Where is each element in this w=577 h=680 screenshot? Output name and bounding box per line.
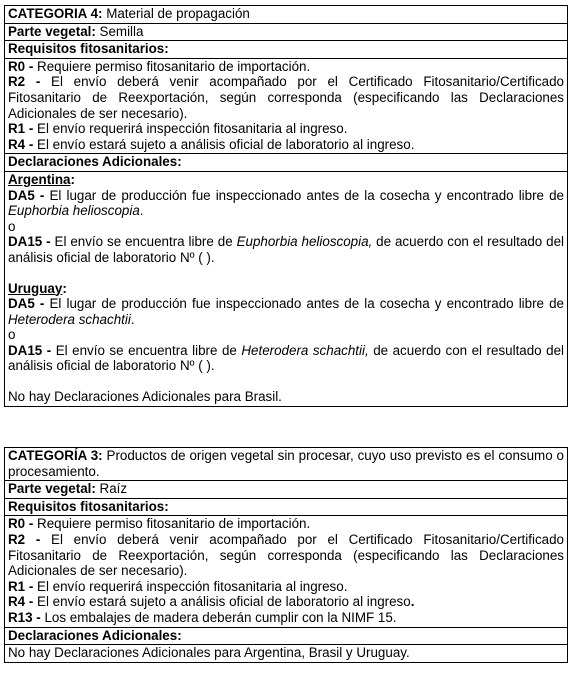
requirement-text: Requiere permiso fitosanitario de importación. <box>33 516 311 532</box>
requirements-row <box>5 58 568 154</box>
category-title-row <box>5 6 568 24</box>
country-argentina: Argentina: <box>8 171 75 187</box>
requirement-text: El envío estará sujeto a análisis oficial de laboratorio al ingreso. <box>33 136 415 152</box>
requirement-r1 <box>8 579 564 595</box>
declaration-da15-argentina: DA15 - El envío se encuentra libre de Euphorbia helioscopia, de acuerdo con el resultado del análisis oficial de laboratorio Nº ( ). <box>8 234 564 265</box>
requirement-code: R4 - <box>8 594 34 610</box>
requirements-header: Requisitos fitosanitarios: <box>8 41 169 57</box>
category-label: CATEGORÍA 3: <box>8 448 103 463</box>
declarations-header: Declaraciones Adicionales: <box>8 154 182 170</box>
plant-part-label: Parte vegetal: <box>8 23 96 39</box>
requirement-text: El envío deberá venir acompañado por el Certificado Fitosanitario/Certificado Fitosanitario de Reexportación, según corresponda (especificando las Declaraciones Adicionales de ser necesario). <box>8 531 564 579</box>
requirement-text: El envío requerirá inspección fitosanitaria al ingreso. <box>33 121 348 137</box>
declarations-header-row <box>5 627 568 645</box>
requirement-code: R0 - <box>8 58 34 74</box>
requirement-code: R1 - <box>8 121 34 137</box>
requirement-text: El envío requerirá inspección fitosanitaria al ingreso. <box>33 578 348 594</box>
requirement-code: R4 - <box>8 136 34 152</box>
declaration-da5-argentina: DA5 - El lugar de producción fue inspeccionado antes de la cosecha y encontrado libre de Euphorbia helioscopia. <box>8 187 565 219</box>
requirements-header-row <box>5 498 568 516</box>
plant-part-row <box>5 23 568 41</box>
or-separator: o <box>8 327 16 343</box>
plant-part-label: Parte vegetal: <box>8 481 96 497</box>
declaration-da5-uruguay: DA5 - El lugar de producción fue inspeccionado antes de la cosecha y encontrado libre de Heterodera schachtii. <box>8 296 565 327</box>
requirements-header: Requisitos fitosanitarios: <box>8 498 169 514</box>
requirement-code: R1 - <box>8 578 34 594</box>
requirement-r4: R4 - El envío estará sujeto a análisis oficial de laboratorio al ingreso. <box>8 594 415 610</box>
plant-part-text: Raíz <box>95 481 128 497</box>
brasil-note: No hay Declaraciones Adicionales para Brasil. <box>8 389 282 405</box>
declarations-row <box>5 645 568 663</box>
requirement-r13 <box>8 610 564 626</box>
declaration-da15-uruguay: DA15 - El envío se encuentra libre de Heterodera schachtii, de acuerdo con el resultado del análisis oficial de laboratorio Nº ( ). <box>8 342 565 374</box>
requirement-r2 <box>8 74 564 121</box>
category-3-table <box>4 447 568 663</box>
category-text: Material de propagación <box>102 6 250 21</box>
requirement-r4 <box>8 137 564 153</box>
category-text: Productos de origen vegetal sin procesar, cuyo uso previsto es el consumo o procesamiento. <box>8 448 564 479</box>
plant-part-row <box>5 481 568 499</box>
requirement-text: El envío deberá venir acompañado por el Certificado Fitosanitario/Certificado Fitosanitario de Reexportación, según corresponda (especificando las Declaraciones Adicionales de ser necesario). <box>8 74 564 121</box>
category-4-table <box>4 5 568 407</box>
requirement-code: R0 - <box>8 516 34 532</box>
or-separator: o <box>8 218 16 234</box>
requirement-code: R13 - <box>8 609 41 625</box>
requirement-r0 <box>8 516 564 532</box>
requirement-r1 <box>8 121 564 137</box>
requirement-r2 <box>8 532 564 579</box>
declarations-note: No hay Declaraciones Adicionales para Argentina, Brasil y Uruguay. <box>8 645 410 661</box>
requirement-code: R2 - <box>8 531 41 547</box>
declarations-header: Declaraciones Adicionales: <box>8 627 182 643</box>
requirements-header-row <box>5 41 568 59</box>
requirement-r0 <box>8 59 564 75</box>
category-title-row <box>5 448 568 481</box>
declarations-header-row <box>5 154 568 172</box>
plant-part-text: Semilla <box>95 23 144 39</box>
requirement-text: El envío estará sujeto a análisis oficial de laboratorio al ingreso <box>33 594 411 610</box>
requirement-code: R2 - <box>8 74 41 90</box>
requirement-text: Requiere permiso fitosanitario de importación. <box>33 58 311 74</box>
declarations-row <box>5 171 568 406</box>
requirements-row <box>5 516 568 627</box>
country-uruguay: Uruguay: <box>8 280 67 296</box>
requirement-text: Los embalajes de madera deberán cumplir con la NIMF 15. <box>40 609 397 625</box>
category-label: CATEGORIA 4: <box>8 6 103 21</box>
